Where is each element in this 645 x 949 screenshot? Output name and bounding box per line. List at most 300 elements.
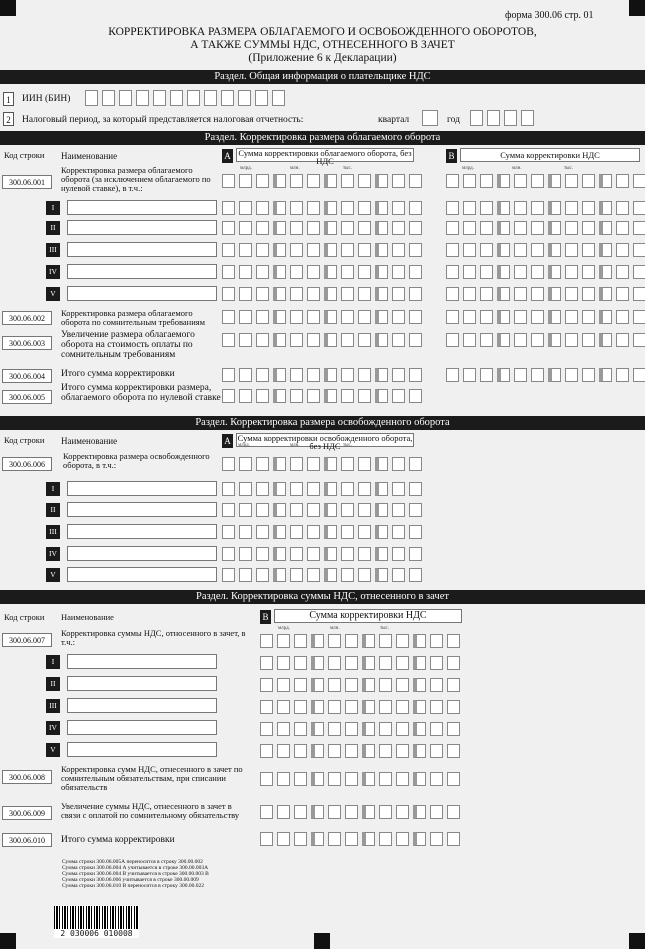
digit-cell[interactable] [413,700,426,714]
digit-cell[interactable] [256,547,269,561]
subrow-iii-vat-name[interactable] [67,698,217,713]
digit-cell[interactable] [341,221,354,235]
digit-cell[interactable] [307,201,320,215]
digit-cell[interactable] [222,265,235,279]
digit-cell[interactable] [290,547,303,561]
digit-cell[interactable] [463,310,476,324]
digit-cell[interactable] [514,221,527,235]
digit-cell[interactable] [375,389,388,403]
digit-cell[interactable] [599,310,612,324]
digit-cell[interactable] [324,310,337,324]
digit-cell[interactable] [307,310,320,324]
digit-cell[interactable] [277,678,290,692]
row-007-amount-b[interactable] [260,634,464,648]
digit-cell[interactable] [396,744,409,758]
digit-cell[interactable] [616,201,629,215]
digit-cell[interactable] [447,744,460,758]
digit-cell[interactable] [409,221,422,235]
digit-cell[interactable] [328,772,341,786]
digit-cell[interactable] [616,368,629,382]
digit-cell[interactable] [392,568,405,582]
digit-cell[interactable] [392,368,405,382]
digit-cell[interactable] [328,656,341,670]
digit-cell[interactable] [311,678,324,692]
digit-cell[interactable] [307,482,320,496]
iin-bin-input[interactable] [85,90,289,106]
digit-cell[interactable] [273,221,286,235]
digit-cell[interactable] [222,457,235,471]
digit-cell[interactable] [379,772,392,786]
digit-cell[interactable] [565,310,578,324]
digit-cell[interactable] [447,678,460,692]
digit-cell[interactable] [256,568,269,582]
digit-cell[interactable] [531,221,544,235]
digit-cell[interactable] [379,678,392,692]
subrow-v-vat-amount-b[interactable] [260,744,464,758]
digit-cell[interactable] [341,265,354,279]
digit-cell[interactable] [616,333,629,347]
digit-cell[interactable] [255,90,268,106]
digit-cell[interactable] [341,568,354,582]
digit-cell[interactable] [239,389,252,403]
digit-cell[interactable] [531,333,544,347]
digit-cell[interactable] [362,678,375,692]
digit-cell[interactable] [290,221,303,235]
digit-cell[interactable] [222,482,235,496]
subrow-iii-taxable-name[interactable] [67,242,217,257]
digit-cell[interactable] [290,310,303,324]
digit-cell[interactable] [239,243,252,257]
row-006-amount-a[interactable] [222,457,426,471]
digit-cell[interactable] [396,805,409,819]
digit-cell[interactable] [633,333,645,347]
subrow-v-exempt-amount-a[interactable] [222,568,426,582]
digit-cell[interactable] [256,333,269,347]
digit-cell[interactable] [497,368,510,382]
digit-cell[interactable] [362,805,375,819]
subrow-iv-taxable-amount-a[interactable] [222,265,426,279]
digit-cell[interactable] [392,287,405,301]
digit-cell[interactable] [256,265,269,279]
digit-cell[interactable] [222,201,235,215]
subrow-v-taxable-amount-a[interactable] [222,287,426,301]
subrow-v-exempt-name[interactable] [67,567,217,582]
digit-cell[interactable] [324,457,337,471]
digit-cell[interactable] [277,744,290,758]
digit-cell[interactable] [345,805,358,819]
digit-cell[interactable] [294,634,307,648]
row-004-amount-a[interactable] [222,368,426,382]
digit-cell[interactable] [345,656,358,670]
digit-cell[interactable] [565,333,578,347]
digit-cell[interactable] [633,201,645,215]
digit-cell[interactable] [256,525,269,539]
digit-cell[interactable] [565,221,578,235]
digit-cell[interactable] [616,221,629,235]
digit-cell[interactable] [396,656,409,670]
digit-cell[interactable] [446,221,459,235]
digit-cell[interactable] [311,772,324,786]
subrow-ii-taxable-amount-a[interactable] [222,221,426,235]
digit-cell[interactable] [409,525,422,539]
digit-cell[interactable] [548,333,561,347]
digit-cell[interactable] [294,722,307,736]
digit-cell[interactable] [446,368,459,382]
digit-cell[interactable] [222,525,235,539]
digit-cell[interactable] [358,243,371,257]
digit-cell[interactable] [307,525,320,539]
digit-cell[interactable] [599,243,612,257]
digit-cell[interactable] [582,201,595,215]
digit-cell[interactable] [204,90,217,106]
digit-cell[interactable] [470,110,483,126]
digit-cell[interactable] [294,744,307,758]
digit-cell[interactable] [256,368,269,382]
digit-cell[interactable] [392,243,405,257]
digit-cell[interactable] [239,368,252,382]
digit-cell[interactable] [409,568,422,582]
digit-cell[interactable] [341,201,354,215]
digit-cell[interactable] [273,287,286,301]
digit-cell[interactable] [307,368,320,382]
digit-cell[interactable] [375,201,388,215]
digit-cell[interactable] [290,201,303,215]
digit-cell[interactable] [324,568,337,582]
digit-cell[interactable] [222,221,235,235]
digit-cell[interactable] [256,389,269,403]
digit-cell[interactable] [531,287,544,301]
digit-cell[interactable] [341,389,354,403]
digit-cell[interactable] [324,482,337,496]
digit-cell[interactable] [599,333,612,347]
digit-cell[interactable] [294,678,307,692]
digit-cell[interactable] [447,700,460,714]
digit-cell[interactable] [294,832,307,846]
digit-cell[interactable] [238,90,251,106]
subrow-i-taxable-amount-b[interactable] [446,201,645,215]
digit-cell[interactable] [599,265,612,279]
digit-cell[interactable] [531,310,544,324]
digit-cell[interactable] [324,287,337,301]
digit-cell[interactable] [531,201,544,215]
digit-cell[interactable] [256,457,269,471]
digit-cell[interactable] [447,722,460,736]
digit-cell[interactable] [409,287,422,301]
digit-cell[interactable] [345,634,358,648]
digit-cell[interactable] [222,568,235,582]
subrow-i-vat-name[interactable] [67,654,217,669]
digit-cell[interactable] [392,174,405,188]
digit-cell[interactable] [290,368,303,382]
digit-cell[interactable] [260,700,273,714]
digit-cell[interactable] [413,722,426,736]
digit-cell[interactable] [341,310,354,324]
digit-cell[interactable] [521,110,534,126]
digit-cell[interactable] [294,700,307,714]
digit-cell[interactable] [375,333,388,347]
digit-cell[interactable] [497,221,510,235]
subrow-iv-exempt-name[interactable] [67,546,217,561]
digit-cell[interactable] [324,333,337,347]
digit-cell[interactable] [392,482,405,496]
subrow-iv-vat-name[interactable] [67,720,217,735]
digit-cell[interactable] [239,265,252,279]
digit-cell[interactable] [463,221,476,235]
digit-cell[interactable] [341,503,354,517]
digit-cell[interactable] [307,389,320,403]
digit-cell[interactable] [446,174,459,188]
digit-cell[interactable] [565,368,578,382]
digit-cell[interactable] [379,634,392,648]
subrow-iv-vat-amount-b[interactable] [260,722,464,736]
digit-cell[interactable] [341,482,354,496]
digit-cell[interactable] [633,368,645,382]
digit-cell[interactable] [409,457,422,471]
digit-cell[interactable] [413,744,426,758]
digit-cell[interactable] [582,287,595,301]
digit-cell[interactable] [260,722,273,736]
digit-cell[interactable] [136,90,149,106]
digit-cell[interactable] [294,656,307,670]
digit-cell[interactable] [447,656,460,670]
digit-cell[interactable] [565,287,578,301]
digit-cell[interactable] [633,174,645,188]
digit-cell[interactable] [413,832,426,846]
digit-cell[interactable] [328,832,341,846]
digit-cell[interactable] [531,174,544,188]
digit-cell[interactable] [375,482,388,496]
digit-cell[interactable] [463,174,476,188]
digit-cell[interactable] [290,482,303,496]
digit-cell[interactable] [480,221,493,235]
digit-cell[interactable] [463,201,476,215]
digit-cell[interactable] [341,368,354,382]
digit-cell[interactable] [409,503,422,517]
digit-cell[interactable] [409,389,422,403]
digit-cell[interactable] [273,457,286,471]
digit-cell[interactable] [358,174,371,188]
digit-cell[interactable] [260,772,273,786]
digit-cell[interactable] [324,525,337,539]
digit-cell[interactable] [277,772,290,786]
digit-cell[interactable] [222,503,235,517]
digit-cell[interactable] [565,201,578,215]
digit-cell[interactable] [239,482,252,496]
digit-cell[interactable] [85,90,98,106]
digit-cell[interactable] [514,243,527,257]
digit-cell[interactable] [341,525,354,539]
digit-cell[interactable] [531,243,544,257]
digit-cell[interactable] [409,201,422,215]
digit-cell[interactable] [514,368,527,382]
digit-cell[interactable] [345,744,358,758]
digit-cell[interactable] [616,287,629,301]
digit-cell[interactable] [328,634,341,648]
digit-cell[interactable] [311,656,324,670]
digit-cell[interactable] [616,310,629,324]
digit-cell[interactable] [256,287,269,301]
digit-cell[interactable] [290,287,303,301]
row-008-amount-b[interactable] [260,772,464,786]
digit-cell[interactable] [379,805,392,819]
digit-cell[interactable] [409,333,422,347]
digit-cell[interactable] [392,221,405,235]
digit-cell[interactable] [446,243,459,257]
digit-cell[interactable] [239,568,252,582]
digit-cell[interactable] [260,656,273,670]
subrow-ii-exempt-name[interactable] [67,502,217,517]
digit-cell[interactable] [375,174,388,188]
subrow-i-vat-amount-b[interactable] [260,656,464,670]
subrow-i-exempt-amount-a[interactable] [222,482,426,496]
digit-cell[interactable] [413,656,426,670]
digit-cell[interactable] [358,389,371,403]
digit-cell[interactable] [480,265,493,279]
subrow-ii-vat-amount-b[interactable] [260,678,464,692]
digit-cell[interactable] [222,389,235,403]
digit-cell[interactable] [548,174,561,188]
digit-cell[interactable] [582,310,595,324]
subrow-iii-vat-amount-b[interactable] [260,700,464,714]
digit-cell[interactable] [324,265,337,279]
digit-cell[interactable] [480,201,493,215]
digit-cell[interactable] [324,389,337,403]
digit-cell[interactable] [221,90,234,106]
digit-cell[interactable] [392,503,405,517]
subrow-i-taxable-name[interactable] [67,200,217,215]
digit-cell[interactable] [273,368,286,382]
digit-cell[interactable] [256,310,269,324]
digit-cell[interactable] [548,287,561,301]
digit-cell[interactable] [497,333,510,347]
digit-cell[interactable] [239,525,252,539]
digit-cell[interactable] [362,722,375,736]
digit-cell[interactable] [256,503,269,517]
digit-cell[interactable] [341,287,354,301]
digit-cell[interactable] [409,547,422,561]
digit-cell[interactable] [311,805,324,819]
digit-cell[interactable] [446,201,459,215]
digit-cell[interactable] [362,634,375,648]
digit-cell[interactable] [324,503,337,517]
digit-cell[interactable] [362,744,375,758]
digit-cell[interactable] [375,525,388,539]
digit-cell[interactable] [430,656,443,670]
subrow-iv-taxable-name[interactable] [67,264,217,279]
digit-cell[interactable] [294,805,307,819]
digit-cell[interactable] [345,772,358,786]
digit-cell[interactable] [430,700,443,714]
digit-cell[interactable] [273,503,286,517]
subrow-ii-taxable-amount-b[interactable] [446,221,645,235]
digit-cell[interactable] [102,90,115,106]
digit-cell[interactable] [430,832,443,846]
digit-cell[interactable] [307,174,320,188]
digit-cell[interactable] [392,457,405,471]
digit-cell[interactable] [633,265,645,279]
row-002-amount-b[interactable] [446,310,645,324]
digit-cell[interactable] [358,525,371,539]
digit-cell[interactable] [222,243,235,257]
digit-cell[interactable] [273,174,286,188]
digit-cell[interactable] [290,333,303,347]
digit-cell[interactable] [582,265,595,279]
digit-cell[interactable] [290,389,303,403]
digit-cell[interactable] [256,482,269,496]
digit-cell[interactable] [256,201,269,215]
digit-cell[interactable] [260,805,273,819]
digit-cell[interactable] [328,744,341,758]
digit-cell[interactable] [375,503,388,517]
digit-cell[interactable] [358,310,371,324]
digit-cell[interactable] [463,368,476,382]
digit-cell[interactable] [582,221,595,235]
digit-cell[interactable] [565,265,578,279]
digit-cell[interactable] [307,547,320,561]
digit-cell[interactable] [447,772,460,786]
year-input[interactable] [470,110,538,126]
row-009-amount-b[interactable] [260,805,464,819]
digit-cell[interactable] [273,333,286,347]
digit-cell[interactable] [396,634,409,648]
digit-cell[interactable] [256,221,269,235]
digit-cell[interactable] [362,772,375,786]
digit-cell[interactable] [222,333,235,347]
digit-cell[interactable] [531,368,544,382]
digit-cell[interactable] [409,482,422,496]
digit-cell[interactable] [290,568,303,582]
digit-cell[interactable] [324,368,337,382]
digit-cell[interactable] [396,678,409,692]
digit-cell[interactable] [379,700,392,714]
digit-cell[interactable] [256,174,269,188]
digit-cell[interactable] [358,333,371,347]
digit-cell[interactable] [273,568,286,582]
row-003-amount-a[interactable] [222,333,426,347]
digit-cell[interactable] [514,174,527,188]
digit-cell[interactable] [345,700,358,714]
digit-cell[interactable] [392,525,405,539]
digit-cell[interactable] [430,772,443,786]
digit-cell[interactable] [358,568,371,582]
digit-cell[interactable] [260,634,273,648]
digit-cell[interactable] [565,243,578,257]
digit-cell[interactable] [328,700,341,714]
digit-cell[interactable] [307,221,320,235]
digit-cell[interactable] [273,201,286,215]
digit-cell[interactable] [531,265,544,279]
digit-cell[interactable] [324,201,337,215]
digit-cell[interactable] [430,805,443,819]
digit-cell[interactable] [447,634,460,648]
digit-cell[interactable] [616,174,629,188]
digit-cell[interactable] [409,310,422,324]
digit-cell[interactable] [446,265,459,279]
subrow-v-taxable-amount-b[interactable] [446,287,645,301]
digit-cell[interactable] [480,333,493,347]
digit-cell[interactable] [222,287,235,301]
digit-cell[interactable] [260,832,273,846]
digit-cell[interactable] [311,832,324,846]
digit-cell[interactable] [497,174,510,188]
row-001-amount-a[interactable] [222,174,426,188]
digit-cell[interactable] [548,221,561,235]
digit-cell[interactable] [392,265,405,279]
digit-cell[interactable] [239,201,252,215]
digit-cell[interactable] [480,368,493,382]
digit-cell[interactable] [599,287,612,301]
digit-cell[interactable] [273,265,286,279]
